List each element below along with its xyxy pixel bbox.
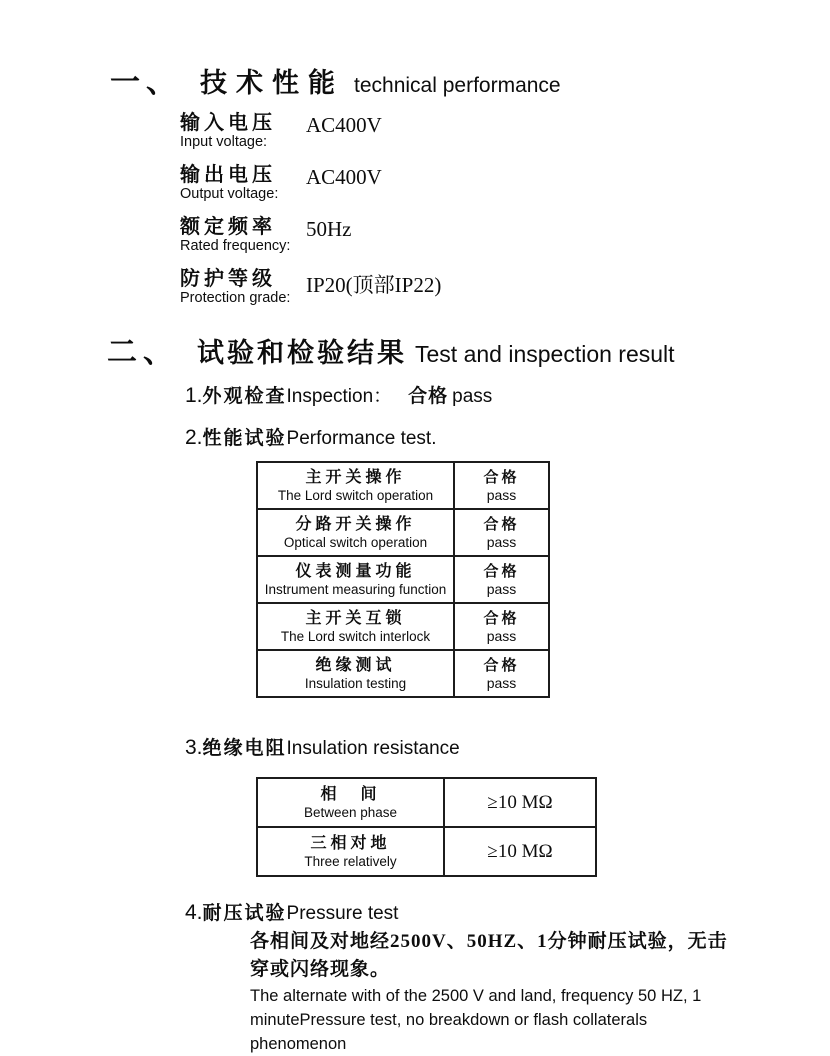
test-result-cell <box>454 556 549 603</box>
item-number: 2. <box>185 426 203 449</box>
test-result-en: pass <box>486 580 517 597</box>
item-title-en: Pressure test <box>286 903 399 924</box>
test-name-en: Optical switch operation <box>283 535 428 550</box>
test-result-cell <box>454 603 549 650</box>
test-name-zh: 绝缘测试 <box>315 657 396 674</box>
spec-label-zh: 输出电压 <box>180 164 276 186</box>
measure-value-cell <box>444 778 596 827</box>
item-inspection <box>185 381 492 408</box>
measure-name-zh: 相 间 <box>320 786 381 803</box>
spec-row-output-voltage <box>180 164 441 202</box>
test-name-zh: 仪表测量功能 <box>295 563 416 580</box>
test-result-zh: 合格 <box>483 516 520 533</box>
test-result-cell <box>454 462 549 509</box>
section2-title-zh: 试验和检验结果 <box>197 338 407 368</box>
spec-value: 50Hz <box>306 217 352 241</box>
spec-label-zh: 额定频率 <box>180 216 276 238</box>
test-name-zh: 分路开关操作 <box>295 516 416 533</box>
test-name-cell <box>257 556 454 603</box>
item-performance-test <box>185 423 436 450</box>
test-name-cell <box>257 603 454 650</box>
performance-table <box>256 461 550 698</box>
test-name-en: The Lord switch interlock <box>280 629 431 644</box>
item-title-en: Inspection： <box>286 386 393 407</box>
measure-name-zh: 三相对地 <box>310 835 391 852</box>
measure-name-en: Between phase <box>303 805 398 820</box>
table-row <box>257 827 596 876</box>
test-name-en: Insulation testing <box>304 676 407 691</box>
test-name-en: The Lord switch operation <box>277 488 434 503</box>
test-name-cell <box>257 462 454 509</box>
spec-label <box>180 268 302 306</box>
test-result-zh: 合格 <box>483 657 520 674</box>
test-result-en: pass <box>486 627 517 644</box>
test-result-en: pass <box>486 533 517 550</box>
spec-label-zh: 防护等级 <box>180 268 276 290</box>
pressure-test-paragraph-en: The alternate with of the 2500 V and land, frequency 50 HZ, 1 minutePressure test, no breakdown or flash collaterals phenomenon <box>250 987 702 1053</box>
section1-heading <box>110 57 561 101</box>
measure-name-en: Three relatively <box>304 854 397 869</box>
spec-label-en: Input voltage: <box>180 134 268 150</box>
test-result-en: pass <box>486 486 517 503</box>
spec-value: AC400V <box>306 165 382 189</box>
test-name-zh: 主开关操作 <box>305 469 406 486</box>
table-row <box>257 603 549 650</box>
spec-label-en: Protection grade: <box>180 290 291 306</box>
spec-label-zh: 输入电压 <box>180 112 276 134</box>
item-insulation-resistance <box>185 733 460 760</box>
item-title-zh: 性能试验 <box>202 428 287 449</box>
spec-label <box>180 112 302 150</box>
test-result-cell <box>454 509 549 556</box>
spec-row-input-voltage <box>180 112 441 150</box>
test-result-zh: 合格 <box>483 469 520 486</box>
table-row <box>257 650 549 697</box>
section2-title-en: Test and inspection result <box>415 341 675 367</box>
spec-value: AC400V <box>306 113 382 137</box>
spec-label <box>180 164 302 202</box>
test-name-zh: 主开关互锁 <box>305 610 406 627</box>
spec-label-en: Rated frequency: <box>180 238 291 254</box>
section2-heading <box>107 327 675 371</box>
item-title-en: Insulation resistance <box>286 738 460 759</box>
test-result-cell <box>454 650 549 697</box>
item-result-en: pass <box>452 386 493 407</box>
table-row <box>257 778 596 827</box>
section2-number: 二、 <box>107 336 179 369</box>
item-result-zh: 合格 <box>408 386 449 407</box>
pressure-test-paragraph-zh: 各相间及对地经2500V、50HZ、1分钟耐压试验，无击穿或闪络现象。 <box>250 931 728 980</box>
table-row <box>257 462 549 509</box>
item-number: 1. <box>185 384 203 407</box>
item-pressure-test <box>185 898 398 925</box>
spec-value: IP20(顶部IP22) <box>306 273 442 297</box>
measure-name-cell <box>257 778 444 827</box>
insulation-table <box>256 777 597 877</box>
item-title-zh: 耐压试验 <box>202 903 287 924</box>
item-number: 3. <box>185 736 203 759</box>
item-title-en: Performance test. <box>286 428 437 449</box>
measure-value: ≥10 MΩ <box>487 840 553 862</box>
item-number: 4. <box>185 901 203 924</box>
item-result <box>408 386 493 407</box>
table-row <box>257 509 549 556</box>
test-result-zh: 合格 <box>483 563 520 580</box>
section1-number: 一、 <box>110 66 182 99</box>
test-result-en: pass <box>486 674 517 691</box>
section1-title-zh: 技术性能 <box>200 68 344 98</box>
spec-label-en: Output voltage: <box>180 186 279 202</box>
spec-row-rated-frequency <box>180 216 441 254</box>
test-name-cell <box>257 509 454 556</box>
measure-value-cell <box>444 827 596 876</box>
measure-value: ≥10 MΩ <box>487 791 553 813</box>
item-title-zh: 绝缘电阻 <box>202 738 287 759</box>
table-row <box>257 556 549 603</box>
item-title-zh: 外观检查 <box>202 386 287 407</box>
test-result-zh: 合格 <box>483 610 520 627</box>
section1-title-en: technical performance <box>354 74 561 97</box>
test-name-cell <box>257 650 454 697</box>
measure-name-cell <box>257 827 444 876</box>
spec-list <box>180 112 441 320</box>
spec-label <box>180 216 302 254</box>
spec-row-protection-grade <box>180 268 441 306</box>
test-name-en: Instrument measuring function <box>264 582 447 597</box>
